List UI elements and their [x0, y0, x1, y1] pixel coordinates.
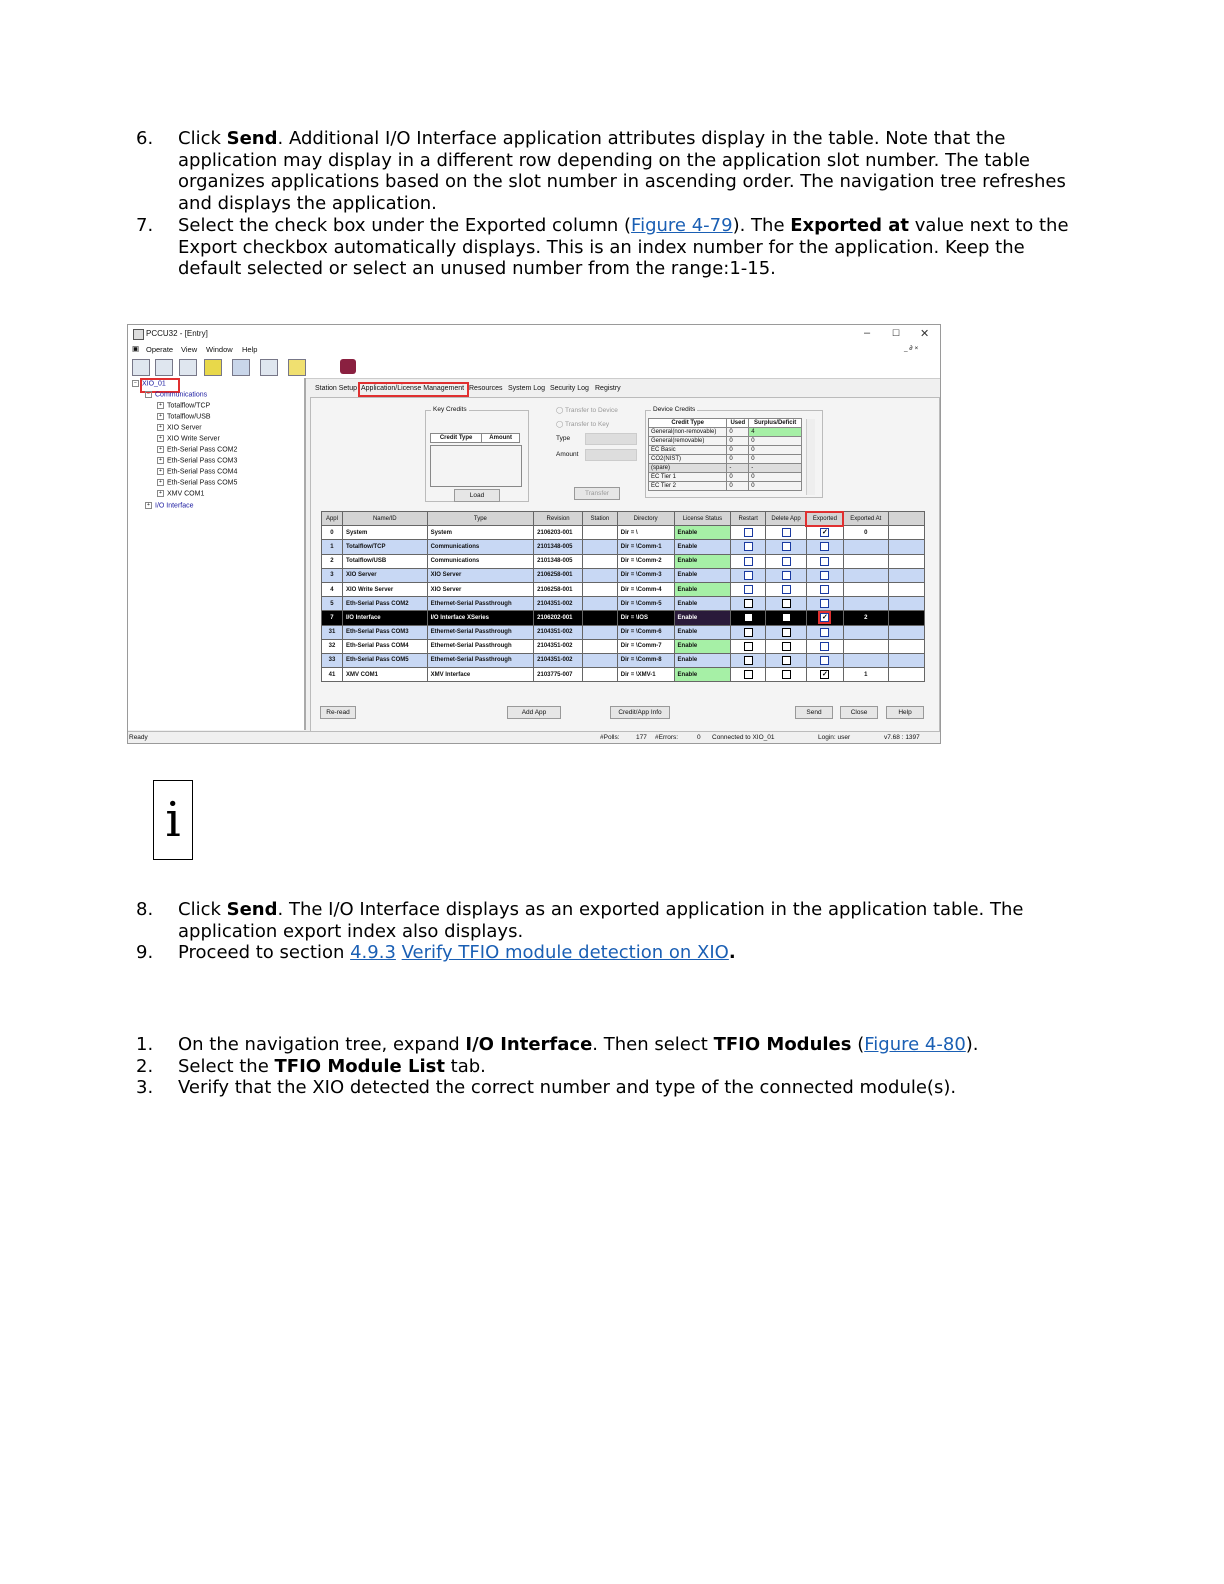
name-cell: XMV COM1	[342, 668, 427, 682]
refresh-tool-icon[interactable]	[204, 359, 222, 376]
revision-cell: 2106202-001	[534, 611, 583, 625]
version-status: v7.68 : 1397	[884, 734, 920, 741]
restart-checkbox[interactable]	[744, 542, 753, 551]
revision-cell: 2106258-001	[534, 568, 583, 582]
exported-cell	[806, 597, 843, 611]
delete-app-cell	[766, 597, 807, 611]
exported-cell	[806, 526, 843, 540]
license-status-cell: Enable	[674, 526, 731, 540]
exported-checkbox[interactable]: ✓	[821, 671, 828, 679]
station-cell	[582, 582, 617, 596]
login-status: Login: user	[818, 734, 851, 741]
table-row[interactable]	[322, 611, 925, 625]
revision-cell: 2103775-007	[534, 668, 583, 682]
collapse-icon[interactable]: −	[145, 391, 152, 398]
help-book-icon[interactable]	[340, 359, 356, 374]
key-credits-table: Credit Type Amount	[430, 433, 520, 443]
table-row[interactable]	[322, 582, 925, 596]
exported-cell	[806, 582, 843, 596]
directory-cell: Dir = \IOS	[617, 611, 674, 625]
delete-app-checkbox[interactable]	[782, 542, 791, 551]
revision-cell: 2101348-005	[534, 540, 583, 554]
exported-at-cell[interactable]: 1	[843, 668, 888, 682]
restart-checkbox[interactable]	[744, 628, 753, 637]
restart-cell	[731, 526, 766, 540]
delete-app-checkbox[interactable]	[782, 599, 791, 608]
polls-value: 177	[636, 734, 647, 741]
menu-view[interactable]: View	[181, 345, 198, 354]
appl-cell: 32	[322, 639, 343, 653]
restart-cell	[731, 540, 766, 554]
restart-cell	[731, 653, 766, 667]
restart-cell	[731, 668, 766, 682]
pccu32-window	[127, 324, 941, 744]
directory-cell: Dir = \Comm-1	[617, 540, 674, 554]
expand-icon[interactable]: +	[157, 402, 164, 409]
type-cell: XIO Server	[427, 582, 534, 596]
type-cell: XIO Server	[427, 568, 534, 582]
restart-cell	[731, 568, 766, 582]
restart-checkbox[interactable]	[744, 585, 753, 594]
restart-checkbox[interactable]	[744, 613, 753, 622]
navigation-tree	[128, 378, 306, 730]
mdi-controls[interactable]: _ ∂ ×	[904, 345, 919, 352]
delete-app-cell	[766, 540, 807, 554]
errors-label: #Errors:	[655, 734, 679, 741]
tab-system-log[interactable]: System Log	[508, 385, 545, 392]
name-cell: Totalflow/USB	[342, 554, 427, 568]
device-credits-group: Device Credits Credit Type Used Surplus/Deficit General(non-removable) 0 4 General(removable) 0 0 EC Basic 0 0 CO2(NIST) 0 0 (spare) - - EC Tier 1 0 0 EC Tier 2 0 0	[645, 410, 823, 498]
step-1: 1. On the navigation tree, expand I/O Interface. Then select TFIO Modules (Figure 4-80).	[136, 1034, 979, 1055]
expand-icon[interactable]: +	[157, 468, 164, 475]
station-cell	[582, 639, 617, 653]
directory-cell: Dir = \Comm-8	[617, 653, 674, 667]
directory-cell: Dir = \XMV-1	[617, 668, 674, 682]
station-cell	[582, 625, 617, 639]
app-icon	[133, 329, 144, 340]
restart-cell	[731, 597, 766, 611]
connection-status: Connected to XIO_01	[712, 734, 775, 741]
exported-at-cell[interactable]	[843, 625, 888, 639]
section-number-link[interactable]: 4.9.3	[350, 942, 396, 964]
menu-operate[interactable]: Operate	[146, 345, 174, 354]
restart-checkbox[interactable]	[744, 599, 753, 608]
exported-checkbox[interactable]	[820, 571, 829, 580]
type-cell: I/O Interface XSeries	[427, 611, 534, 625]
restart-cell	[731, 611, 766, 625]
table-row[interactable]	[322, 597, 925, 611]
tab-application-license[interactable]: Application/License Management	[361, 385, 465, 392]
tab-resources[interactable]: Resources	[469, 385, 503, 392]
menu-window[interactable]: Window	[206, 345, 233, 354]
station-cell	[582, 554, 617, 568]
exported-column-header: Exported	[806, 512, 843, 526]
window-title: PCCU32 - [Entry]	[146, 329, 208, 338]
transfer-button[interactable]: Transfer	[574, 487, 620, 500]
expand-icon[interactable]: +	[157, 479, 164, 486]
exported-cell	[806, 568, 843, 582]
delete-app-checkbox[interactable]	[782, 628, 791, 637]
license-status-cell: Enable	[674, 653, 731, 667]
files-tool-icon[interactable]	[179, 359, 197, 376]
step-8: 8. Click Send. The I/O Interface displays as an exported application in the application table. The application export index also displays.	[136, 899, 1024, 942]
tab-station-setup[interactable]: Station Setup	[315, 385, 358, 392]
toolbar	[128, 356, 940, 379]
station-cell	[582, 540, 617, 554]
restart-checkbox[interactable]	[744, 571, 753, 580]
step-9: 9. Proceed to section 4.9.3 Verify TFIO module detection on XIO.	[136, 942, 736, 964]
name-cell: XIO Server	[342, 568, 427, 582]
info-icon: i	[153, 780, 193, 860]
revision-cell: 2106203-001	[534, 526, 583, 540]
step-7: 7. Select the check box under the Exported column (Figure 4-79). The Exported at value next to the Export checkbox automatically displays. This is an index number for the application. Keep the default selected or select an unused number from the range:1-15.	[136, 214, 1069, 280]
type-cell: Ethernet-Serial Passthrough	[427, 653, 534, 667]
station-cell	[582, 668, 617, 682]
exported-checkbox[interactable]	[820, 542, 829, 551]
license-status-cell: Enable	[674, 639, 731, 653]
delete-app-checkbox[interactable]	[782, 557, 791, 566]
device-credits-scrollbar[interactable]	[806, 419, 815, 495]
exported-at-cell[interactable]	[843, 554, 888, 568]
figure-4-80-link[interactable]: Figure 4-80	[864, 1034, 966, 1055]
name-cell: Totalflow/TCP	[342, 540, 427, 554]
exported-at-cell[interactable]: 0	[843, 526, 888, 540]
tree-item[interactable]: + Eth-Serial Pass COM3	[157, 457, 237, 464]
delete-app-checkbox[interactable]	[782, 670, 791, 679]
exported-cell	[806, 554, 843, 568]
directory-cell: Dir = \Comm-6	[617, 625, 674, 639]
delete-app-cell	[766, 568, 807, 582]
directory-cell: Dir = \Comm-7	[617, 639, 674, 653]
help-button[interactable]: Help	[886, 706, 924, 719]
tree-communications[interactable]: − Communications	[145, 391, 207, 398]
exported-at-cell[interactable]	[843, 582, 888, 596]
exported-cell	[806, 540, 843, 554]
type-cell: XMV Interface	[427, 668, 534, 682]
delete-app-checkbox[interactable]	[782, 642, 791, 651]
add-app-button[interactable]: Add App	[507, 706, 561, 719]
restart-checkbox[interactable]	[744, 642, 753, 651]
collapse-icon[interactable]: −	[132, 380, 139, 387]
step-list-top	[136, 128, 1086, 280]
type-cell: System	[427, 526, 534, 540]
name-cell: System	[342, 526, 427, 540]
delete-app-cell	[766, 611, 807, 625]
appl-cell: 2	[322, 554, 343, 568]
errors-value: 0	[697, 734, 701, 741]
appl-cell: 33	[322, 653, 343, 667]
appl-cell: 7	[322, 611, 343, 625]
table-row[interactable]	[322, 540, 925, 554]
name-cell: Eth-Serial Pass COM5	[342, 653, 427, 667]
type-cell: Communications	[427, 540, 534, 554]
title-bar	[128, 325, 940, 343]
table-row[interactable]	[322, 653, 925, 667]
exported-checkbox[interactable]	[820, 557, 829, 566]
send-bold: Send	[226, 128, 278, 149]
station-cell	[582, 611, 617, 625]
type-label: Type	[556, 435, 571, 442]
exported-cell	[806, 611, 843, 625]
delete-app-cell	[766, 639, 807, 653]
tree-item[interactable]: + Totalflow/TCP	[157, 402, 210, 409]
delete-app-cell	[766, 554, 807, 568]
step-6: 6. Click Send. Additional I/O Interface application attributes display in the table. Note that the application may display in a different row depending on the application slot number. The table organizes applications based on the slot number in ascending order. The navigation tree refreshes and displays the application.	[136, 128, 1066, 215]
delete-app-checkbox[interactable]	[782, 613, 791, 622]
exported-at-cell[interactable]	[843, 639, 888, 653]
table-row[interactable]	[322, 668, 925, 682]
license-status-cell: Enable	[674, 668, 731, 682]
exported-cell	[806, 625, 843, 639]
network-tool-icon[interactable]	[260, 359, 278, 376]
table-row[interactable]	[322, 568, 925, 582]
delete-app-checkbox[interactable]	[782, 656, 791, 665]
expand-icon[interactable]: +	[145, 502, 152, 509]
type-select[interactable]	[585, 433, 637, 445]
restart-cell	[731, 625, 766, 639]
license-status-cell: Enable	[674, 568, 731, 582]
appl-cell: 41	[322, 668, 343, 682]
appl-cell: 31	[322, 625, 343, 639]
table-row[interactable]	[322, 639, 925, 653]
appl-cell: 3	[322, 568, 343, 582]
key-credits-group: Key Credits Credit Type Amount Load	[425, 410, 529, 502]
license-status-cell: Enable	[674, 611, 731, 625]
tree-root-xio[interactable]: − XIO_01	[132, 380, 166, 387]
exported-at-cell[interactable]	[843, 597, 888, 611]
collect-tool-icon[interactable]	[155, 359, 173, 376]
directory-cell: Dir = \Comm-2	[617, 554, 674, 568]
license-status-cell: Enable	[674, 554, 731, 568]
delete-app-checkbox[interactable]	[782, 528, 791, 537]
reread-button[interactable]: Re-read	[320, 706, 356, 719]
appl-cell: 5	[322, 597, 343, 611]
delete-app-cell	[766, 582, 807, 596]
license-status-cell: Enable	[674, 625, 731, 639]
station-cell	[582, 568, 617, 582]
license-status-cell: Enable	[674, 582, 731, 596]
delete-app-cell	[766, 625, 807, 639]
delete-app-cell	[766, 653, 807, 667]
name-cell: Eth-Serial Pass COM4	[342, 639, 427, 653]
revision-cell: 2104351-002	[534, 625, 583, 639]
table-row[interactable]	[322, 554, 925, 568]
tree-item[interactable]: + Eth-Serial Pass COM2	[157, 446, 237, 453]
exported-at-cell[interactable]	[843, 653, 888, 667]
name-cell: I/O Interface	[342, 611, 427, 625]
delete-app-checkbox[interactable]	[782, 571, 791, 580]
exported-cell	[806, 668, 843, 682]
tree-item[interactable]: + XIO Server	[157, 424, 202, 431]
station-cell	[582, 597, 617, 611]
key-credits-list	[430, 445, 522, 487]
table-row[interactable]	[322, 625, 925, 639]
expand-icon[interactable]: +	[157, 490, 164, 497]
tree-item[interactable]: + XIO Write Server	[157, 435, 220, 442]
exported-at-cell[interactable]: 2	[843, 611, 888, 625]
restart-checkbox[interactable]	[744, 557, 753, 566]
type-cell: Communications	[427, 554, 534, 568]
restart-checkbox[interactable]	[744, 670, 753, 679]
step-list-bottom	[136, 1034, 1086, 1099]
exported-checkbox[interactable]: ✓	[821, 529, 828, 537]
restart-cell	[731, 554, 766, 568]
status-bar	[128, 731, 940, 743]
restart-cell	[731, 582, 766, 596]
doc-icon: ▣	[132, 344, 140, 353]
step-3: 3. Verify that the XIO detected the correct number and type of the connected module(s).	[136, 1077, 957, 1099]
setup-tool-icon[interactable]	[314, 359, 330, 374]
minimize-button[interactable]: –	[864, 327, 871, 339]
tree-io-interface[interactable]: + I/O Interface	[145, 502, 194, 509]
tree-item[interactable]: + XMV COM1	[157, 490, 204, 497]
tab-registry[interactable]: Registry	[595, 385, 621, 392]
name-cell: Eth-Serial Pass COM3	[342, 625, 427, 639]
amount-label: Amount	[556, 451, 579, 458]
polls-label: #Polls:	[600, 734, 620, 741]
figure-4-79-link[interactable]: Figure 4-79	[631, 214, 733, 236]
exported-at-cell[interactable]	[843, 540, 888, 554]
step-list-middle	[136, 899, 1086, 964]
maximize-button[interactable]: ☐	[892, 328, 901, 338]
revision-cell: 2104351-002	[534, 653, 583, 667]
exported-cell	[806, 653, 843, 667]
send-button[interactable]: Send	[795, 706, 833, 719]
license-status-cell: Enable	[674, 597, 731, 611]
license-status-cell: Enable	[674, 540, 731, 554]
expand-icon[interactable]: +	[157, 424, 164, 431]
directory-cell: Dir = \Comm-4	[617, 582, 674, 596]
exported-checkbox[interactable]: ✓	[821, 614, 828, 622]
window-tool-icon[interactable]	[232, 359, 250, 376]
type-cell: Ethernet-Serial Passthrough	[427, 597, 534, 611]
exported-checkbox[interactable]	[820, 599, 829, 608]
menu-help[interactable]: Help	[242, 345, 258, 354]
entry-tool-icon[interactable]	[132, 359, 150, 376]
appl-cell: 4	[322, 582, 343, 596]
exported-checkbox[interactable]	[820, 585, 829, 594]
transfer-to-key-radio[interactable]: ◯ Transfer to Key	[556, 421, 610, 428]
menu-bar	[128, 343, 940, 356]
appl-cell: 1	[322, 540, 343, 554]
transfer-to-device-radio[interactable]: ◯ Transfer to Device	[556, 407, 618, 414]
station-cell	[582, 526, 617, 540]
appl-cell: 0	[322, 526, 343, 540]
highlight-app-license-tab	[358, 382, 469, 397]
restart-checkbox[interactable]	[744, 656, 753, 665]
expand-icon[interactable]: +	[157, 457, 164, 464]
credit-app-info-button[interactable]: Credit/App Info	[610, 706, 670, 719]
delete-app-cell	[766, 668, 807, 682]
exported-cell	[806, 639, 843, 653]
table-row[interactable]	[322, 526, 925, 540]
delete-app-cell	[766, 526, 807, 540]
status-ready: Ready	[129, 734, 148, 741]
revision-cell: 2106258-001	[534, 582, 583, 596]
device-credits-table: Credit Type Used Surplus/Deficit General(non-removable) 0 4 General(removable) 0 0 EC Basic 0 0 CO2(NIST) 0 0 (spare) - - EC Tier 1 0 0 EC Tier 2 0 0	[648, 418, 802, 491]
expand-icon[interactable]: +	[157, 435, 164, 442]
tree-item[interactable]: + Eth-Serial Pass COM5	[157, 479, 237, 486]
tree-item[interactable]: + Totalflow/USB	[157, 413, 211, 420]
section-title-link[interactable]: Verify TFIO module detection on XIO	[401, 942, 729, 964]
step-2: 2. Select the TFIO Module List tab.	[136, 1055, 486, 1077]
name-cell: Eth-Serial Pass COM2	[342, 597, 427, 611]
delete-app-checkbox[interactable]	[782, 585, 791, 594]
load-button[interactable]: Load	[454, 489, 500, 502]
id-tool-icon[interactable]	[288, 359, 306, 376]
exported-checkbox[interactable]	[820, 642, 829, 651]
expand-icon[interactable]: +	[157, 413, 164, 420]
close-dialog-button[interactable]: Close	[840, 706, 878, 719]
tree-item[interactable]: + Eth-Serial Pass COM4	[157, 468, 237, 475]
directory-cell: Dir = \Comm-5	[617, 597, 674, 611]
amount-select[interactable]	[585, 449, 637, 461]
expand-icon[interactable]: +	[157, 446, 164, 453]
close-button[interactable]: ✕	[920, 328, 930, 340]
tab-security-log[interactable]: Security Log	[550, 385, 589, 392]
restart-cell	[731, 639, 766, 653]
exported-checkbox[interactable]	[820, 656, 829, 665]
directory-cell: Dir = \	[617, 526, 674, 540]
revision-cell: 2104351-002	[534, 639, 583, 653]
revision-cell: 2104351-002	[534, 597, 583, 611]
revision-cell: 2101348-005	[534, 554, 583, 568]
type-cell: Ethernet-Serial Passthrough	[427, 625, 534, 639]
exported-checkbox[interactable]	[820, 628, 829, 637]
exported-at-cell[interactable]	[843, 568, 888, 582]
station-cell	[582, 653, 617, 667]
directory-cell: Dir = \Comm-3	[617, 568, 674, 582]
type-cell: Ethernet-Serial Passthrough	[427, 639, 534, 653]
name-cell: XIO Write Server	[342, 582, 427, 596]
application-table: Appl Name/ID Type Revision Station Directory License Status Restart Delete App Exported Exported At 0 System System 2106203-001 Dir = \ Enable ✓ 0 1 Totalflow/TCP Communications 2101348-005 Dir = \Comm-1 Enable 2 Totalflow/USB Communications 2101348-005 Dir = \Comm-2 Enable 3 XIO Server XIO Server 2106258-001 Dir = \Comm-3 Enable 4 XIO Write Server XIO Server 2106258-001 Dir = \Comm-4 Enable 5 Eth-Serial Pass COM2 Ethernet-Serial Passthrough 2104351-002 Dir = \Comm-5 Enable 7 I/O Interface I/O Interface XSeries 2106202-001 Dir = \IOS Enable ✓ 2 31 Eth-Serial Pass COM3 Ethernet-Serial Passthrough 2104351-002 Dir = \Comm-6 Enable 32 Eth-Serial Pass COM4 Ethernet-Serial Passthrough 2104351-002 Dir = \Comm-7 Enable 33 Eth-Serial Pass COM5 Ethernet-Serial Passthrough 2104351-002 Dir = \Comm-8 Enable 41 XMV COM1 XMV Interface 2103775-007 Dir = \XMV-1 Enable ✓ 1	[321, 511, 925, 682]
restart-checkbox[interactable]	[744, 528, 753, 537]
